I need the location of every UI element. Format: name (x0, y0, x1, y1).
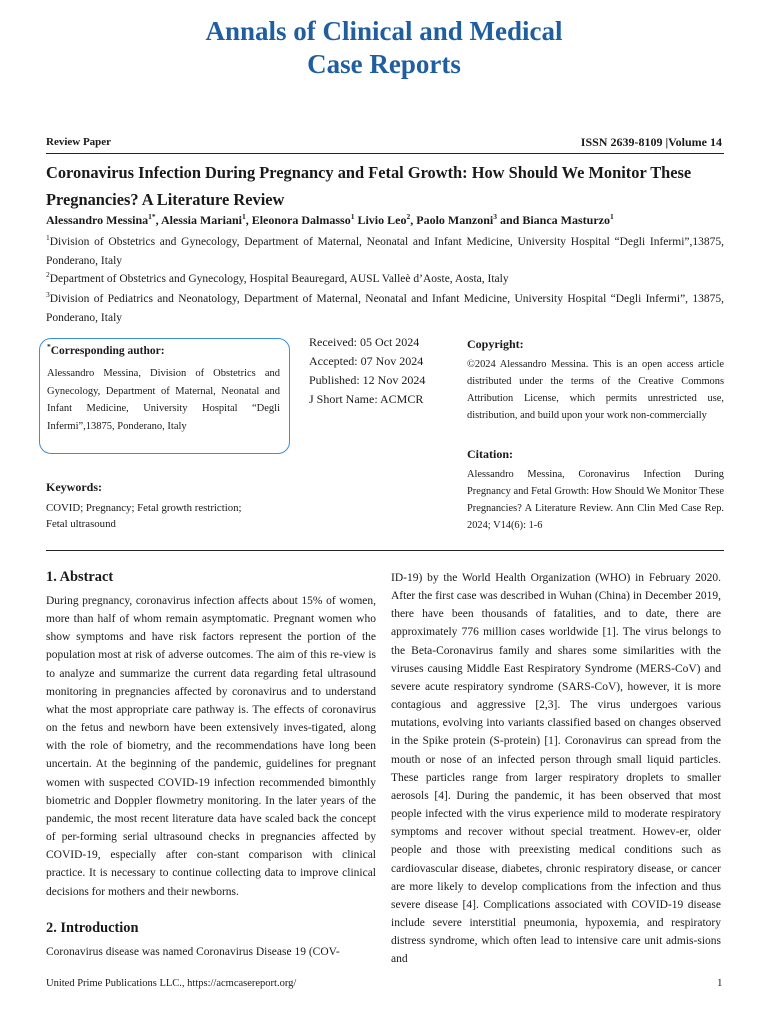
header-rule (46, 153, 724, 154)
keywords-title: Keywords: (46, 480, 102, 494)
corresponding-mark: * (47, 342, 51, 352)
article-type: Review Paper (46, 136, 112, 148)
author-affiliation-mark: 1 (610, 212, 614, 221)
journal-title-line2: Case Reports (307, 49, 461, 79)
introduction-text-left: Coronavirus disease was named Coronavirus Disease 19 (COV- (46, 946, 340, 958)
corresponding-author-title (47, 342, 165, 357)
journal-title-line1: Annals of Clinical and Medical (205, 16, 563, 46)
keywords-list (46, 500, 242, 532)
article-dates (309, 333, 425, 409)
author-name: and Bianca Masturzo (496, 213, 610, 227)
author-name: , Eleonora Dalmasso (245, 213, 351, 227)
author-name: Livio Leo (354, 213, 407, 227)
received-date: Received: 05 Oct 2024 (309, 335, 420, 349)
author-affiliation-mark: 1 (241, 212, 246, 221)
author-affiliation-mark: 1 (350, 212, 355, 221)
abstract-heading: 1. Abstract (46, 569, 114, 585)
author-name: , Alessia Mariani (155, 213, 242, 227)
section-rule (46, 550, 724, 551)
publisher-footer: United Prime Publications LLC., https://acmcasereport.org/ (46, 978, 297, 989)
affiliation-text: Division of Pediatrics and Neonatology, Department of Maternal, Neonatal and Infant Medicine, University Hospital “Degli Infermi”, 13875, Ponderano, Italy (46, 293, 724, 324)
introduction-text-right: ID-19) by the World Health Organization (WHO) in February 2020. After the first case was described in Wuhan (China) in December 2019, there have been thousands of fatalities, and to date, there are approximately 776 million cases worldwide [1]. The virus belongs to the Beta-Coronavirus family and shares some similarities with the viruses causing Middle East Respiratory Syndrome (MERS-CoV) and severe acute respiratory syndrome (SARS-CoV), however, it is more contagious and aggressive [2,3]. The virus undergoes various mutations, evolving into variants classified based on changes observed in the Spike protein (S-protein) [1]. Coronavirus can spread from the mouth or nose of an infected person through small liquid particles. These particles range from larger respiratory droplets to smaller aerosols [4]. During the pandemic, it has been observed that most people infected with the virus experience mild to moderate respiratory symptoms and recover without special treatment. Howev-er, older people and those with preexisting medical conditions such as cardiovascular disease, diabetes, chronic respiratory disease, or cancer are more likely to develop complications from the infection and thus severe disease [4]. Complications associated with COVID-19 disease include severe interstitial pneumonia, hypoxemia, and respiratory distress syndrome, which often lead to intensive care unit admis-sions and (391, 572, 721, 966)
published-date: Published: 12 Nov 2024 (309, 373, 426, 387)
keywords-line: COVID; Pregnancy; Fetal growth restriction; (46, 502, 242, 514)
corresponding-author-details: Alessandro Messina, Division of Obstetrics and Gynecology, Department of Maternal, Neonatal and Infant Medicine, University Hospital “Degli Infermi”,13875, Ponderano, Italy (47, 368, 280, 432)
abstract-text: During pregnancy, coronavirus infection affects about 15% of women, more than half of whom remain asymptomatic. Pregnant women who show symptoms and have risk factors represent the portion of the population most at risk of adverse outcomes. The aim of this re-view is to analyze and summarize the current data regarding fetal ultrasound monitoring in pregnancies affected by coronavirus and to understand what the most appropriate care pathway is. The effects of coronavirus on the fetus and newborn have been extensively inves-tigated, along with the role of biometry, and the recommendations have long been uncertain. At the beginning of the pandemic, guidelines for pregnant women with suspected COVID-19 infection recommended bimonthly biometric and Doppler flowmetry monitoring. In the later years of the pandemic, the most recent literature data have scaled back the concept of per-forming serial ultrasound checks in pregnancies affected by COVID-19, especially after con-stant comparison with clinical practice. It is necessary to continue collecting data to improve clinical decisions for mothers and their newborns. (46, 595, 376, 898)
article-title: Coronavirus Infection During Pregnancy and Fetal Growth: How Should We Monitor These Pregnancies? A Literature Review (46, 163, 692, 209)
copyright-text: ©2024 Alessandro Messina. This is an open access article distributed under the terms of the Creative Commons Attribution License, which permits unrestricted use, distribution, and build upon your work non-commercially (467, 359, 724, 421)
author-list (46, 213, 614, 228)
affiliation-text: Department of Obstetrics and Gynecology, Hospital Beauregard, AUSL Valleè d’Aoste, Aosta, Italy (49, 273, 509, 285)
affiliation-text: Division of Obstetrics and Gynecology, Department of Maternal, Neonatal and Infant Medicine, University Hospital “Degli Infermi”,13875, Ponderano, Italy (46, 236, 724, 267)
accepted-date: Accepted: 07 Nov 2024 (309, 354, 424, 368)
affiliation-mark: 3 (46, 290, 50, 300)
author-affiliation-mark: 1* (148, 212, 156, 221)
author-affiliation-mark: 2 (406, 212, 411, 221)
author-name: , Paolo Manzoni (410, 213, 494, 227)
keywords-line: Fetal ultrasound (46, 518, 116, 530)
journal-short-name: J Short Name: ACMCR (309, 392, 424, 406)
citation-title: Citation: (467, 447, 513, 461)
affiliation-2 (46, 270, 724, 289)
corresponding-author-heading: Corresponding author: (50, 345, 165, 357)
affiliation-3 (46, 290, 724, 328)
affiliation-mark: 2 (46, 270, 50, 280)
copyright-title: Copyright: (467, 337, 524, 351)
author-name: Alessandro Messina (46, 213, 149, 227)
citation-text: Alessandro Messina, Coronavirus Infection During Pregnancy and Fetal Growth: How Should We Monitor These Pregnancies? A Literature Review. Ann Clin Med Case Rep. 2024; V14(6): 1-6 (467, 469, 724, 531)
issn-volume: ISSN 2639-8109 |Volume 14 (580, 135, 722, 149)
author-affiliation-mark: 3 (493, 212, 497, 221)
affiliation-1 (46, 233, 724, 271)
page-number: 1 (717, 977, 723, 989)
affiliation-mark: 1 (46, 233, 50, 243)
introduction-heading: 2. Introduction (46, 920, 139, 936)
